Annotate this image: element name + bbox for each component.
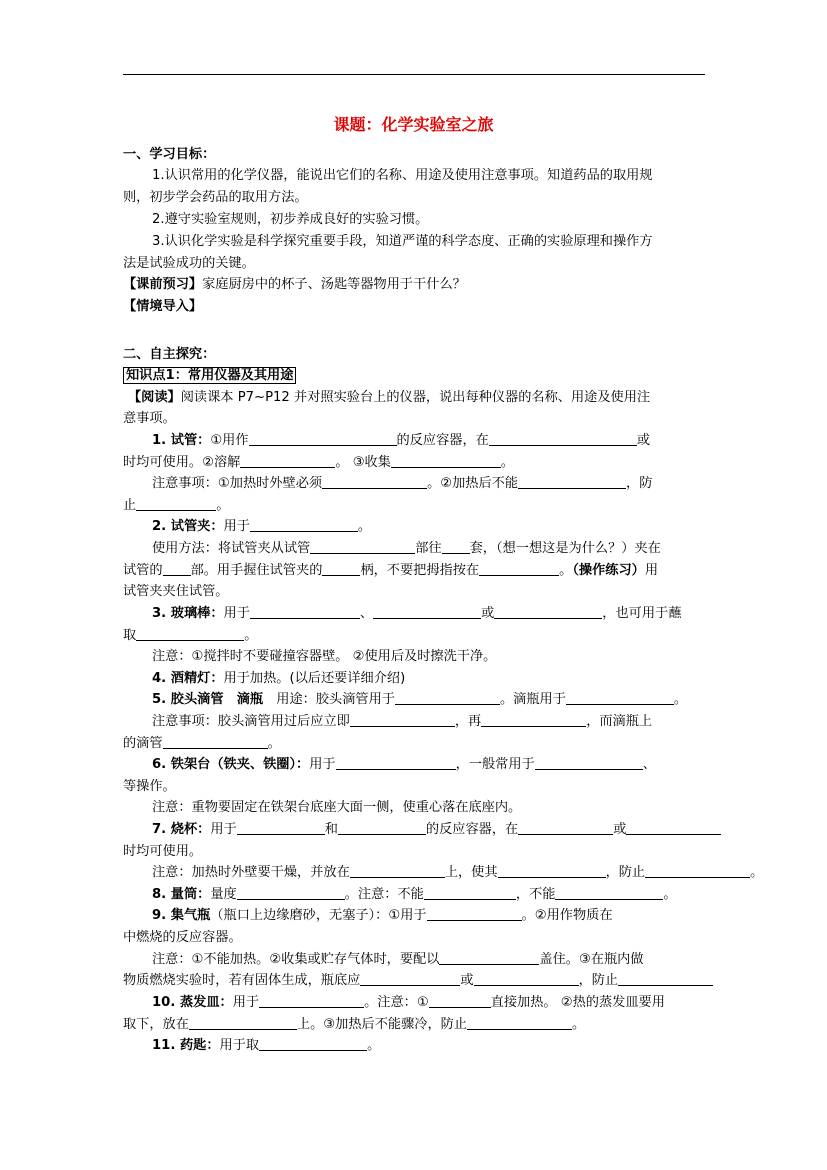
read-line-2: 意事项。 (123, 411, 176, 426)
item-text: 注意事项：胶头滴管用过后应立即 (152, 714, 350, 729)
blank[interactable] (518, 475, 626, 489)
blank[interactable] (555, 886, 663, 900)
blank[interactable] (259, 994, 364, 1008)
blank[interactable] (322, 562, 360, 576)
item-text: 套，（想一想这是为什么？）夹在 (469, 541, 661, 556)
blank[interactable] (566, 691, 674, 705)
item-7-line-3 (152, 864, 763, 882)
item-text: 。 (572, 1017, 586, 1032)
item-7-line-2: 时均可使用。 (123, 844, 203, 859)
section-1-heading: 一、学习目标： (123, 147, 216, 162)
goal-1-line-1: 1.认识常用的化学仪器，能说出它们的名称、用途及使用注意事项。知道药品的取用规 (152, 168, 653, 183)
item-10-line-2 (123, 1016, 585, 1034)
item-1-line-1 (152, 432, 650, 450)
preview-text: 家庭厨房中的杯子、汤匙等器物用于干什么？ (202, 277, 466, 292)
item-text: 柄，不要把拇指按在 (360, 563, 480, 578)
item-5-line-3 (123, 735, 281, 753)
blank[interactable] (136, 627, 244, 641)
item-text: ，不能 (515, 887, 556, 902)
item-text: 用于 (309, 757, 336, 772)
blank[interactable] (395, 691, 500, 705)
blank[interactable] (498, 864, 606, 878)
item-text: 。 (244, 628, 258, 643)
item-text: 。 (216, 498, 230, 513)
item-10-line-1 (152, 994, 665, 1012)
item-1-line-3 (152, 475, 652, 493)
iron-stand-label: 6. 铁架台（铁夹、铁圈）： (152, 757, 310, 772)
preview-label: 【课前预习】 (123, 277, 203, 292)
item-text: 或 (460, 973, 474, 988)
item-text: 使用方法：将试管夹从试管 (152, 541, 311, 556)
item-11-line-1 (152, 1037, 380, 1055)
blank[interactable] (350, 713, 455, 727)
blank[interactable] (467, 1016, 572, 1030)
item-text: 。注意：不能 (344, 887, 424, 902)
item-text: 或 (481, 606, 495, 621)
item-text: 。②加热后不能 (427, 476, 519, 491)
read-label: 【阅读】 (128, 390, 181, 405)
blank[interactable] (518, 821, 613, 835)
evaporating-dish-label: 10. 蒸发皿： (152, 995, 233, 1010)
item-7-line-1 (152, 821, 721, 839)
item-5-line-2 (152, 713, 652, 731)
blank[interactable] (259, 1037, 367, 1051)
blank[interactable] (479, 562, 559, 576)
item-text: 用于取 (219, 1038, 260, 1053)
item-text: 取下，放在 (123, 1017, 189, 1032)
item-text: 用于 (223, 606, 250, 621)
item-6-line-2: 等操作。 (123, 779, 176, 794)
item-text: ，一般常用于 (455, 757, 535, 772)
item-9-line-1 (152, 907, 613, 925)
item-text: 。 (367, 1038, 381, 1053)
alcohol-lamp-label: 4. 酒精灯： (152, 671, 224, 686)
goal-3-line-2: 法是试验成功的关键。 (123, 256, 255, 271)
blank[interactable] (240, 454, 335, 468)
item-text: 。 (500, 455, 515, 470)
item-text: 部往 (415, 541, 442, 556)
blank[interactable] (250, 605, 360, 619)
spatula-label: 11. 药匙： (152, 1038, 220, 1053)
blank[interactable] (429, 994, 491, 1008)
item-text: ，防 (626, 476, 653, 491)
item-5-line-1 (152, 691, 687, 709)
item-text: 。滴瓶用于 (499, 692, 566, 707)
blank[interactable] (373, 605, 481, 619)
item-text: 试管的 (123, 563, 163, 578)
tube-holder-label: 2. 试管夹： (152, 519, 224, 534)
beaker-label: 7. 烧杯： (152, 822, 211, 837)
page-title: 课题：化学实验室之旅 (333, 115, 494, 134)
blank[interactable] (439, 951, 539, 965)
read-line-1 (128, 389, 650, 407)
item-text: 。 (673, 692, 688, 707)
blank[interactable] (481, 713, 586, 727)
item-9-line-4 (123, 972, 713, 990)
knowledge-point-1 (123, 367, 296, 385)
item-text: 上，使其 (444, 865, 498, 880)
item-text: 。 ③收集 (335, 455, 391, 470)
item-text: 止 (123, 498, 137, 513)
item-text: 用于加热。(以后还要详细介绍) (223, 671, 406, 686)
item-text: 。 (357, 519, 372, 534)
item-text: 用于 (210, 822, 237, 837)
item-text: ，也可用于蘸 (602, 606, 682, 621)
blank[interactable] (237, 821, 325, 835)
graduated-cylinder-label: 8. 量筒： (152, 887, 211, 902)
item-text: 。 (663, 887, 677, 902)
test-tube-label: 1. 试管： (152, 433, 211, 448)
item-text: 和 (324, 822, 338, 837)
item-text: 或 (613, 822, 627, 837)
blank[interactable] (136, 497, 216, 511)
dropper-label: 5. 胶头滴管 滴瓶 (152, 692, 264, 707)
item-text: 注意：①不能加热。②收集或贮存气体时，要配以 (152, 952, 440, 967)
preview-line (123, 276, 466, 294)
goal-2: 2.遵守实验室规则，初步养成良好的实验习惯。 (152, 212, 429, 227)
item-text: 部。用手握住试管夹的 (190, 563, 323, 578)
item-text: 的反应容器，在 (396, 433, 489, 448)
blank[interactable] (338, 821, 426, 835)
item-text: 或 (636, 433, 651, 448)
operation-practice-label: （操作练习） (572, 563, 645, 578)
item-text: 。 (750, 865, 764, 880)
item-text: 、 (642, 757, 656, 772)
blank[interactable] (427, 907, 522, 921)
blank[interactable] (424, 886, 516, 900)
item-text: 、 (359, 606, 374, 621)
item-text: ，再 (454, 714, 482, 729)
intro-label: 【情境导入】 (123, 299, 203, 314)
blank[interactable] (360, 972, 460, 986)
item-text: 直接加热。 ②热的蒸发皿要用 (490, 995, 665, 1010)
item-2-line-2 (152, 540, 661, 558)
item-text: 。 (267, 736, 281, 751)
item-2-line-3 (123, 562, 658, 580)
blank[interactable] (618, 972, 713, 986)
blank[interactable] (163, 735, 268, 749)
item-9-line-3 (152, 951, 644, 969)
blank[interactable] (645, 864, 750, 878)
item-text: （瓶口上边缘磨砂，无塞子）：①用于 (210, 908, 427, 923)
blank[interactable] (442, 540, 470, 554)
item-text: 。 (559, 563, 573, 578)
item-text: 。注意：① (364, 995, 429, 1010)
blank[interactable] (391, 454, 501, 468)
item-3-line-2 (123, 627, 257, 645)
item-text: ，而滴瓶上 (586, 714, 653, 729)
header-rule (123, 74, 705, 75)
item-text: 的反应容器，在 (425, 822, 519, 837)
goal-3-line-1: 3.认识化学实验是科学探究重要手段，知道严谨的科学态度、正确的实验原理和操作方 (152, 234, 653, 249)
item-text: 的滴管 (123, 736, 163, 751)
item-6-line-1 (152, 756, 656, 774)
item-8-line-1 (152, 886, 677, 904)
blank[interactable] (350, 864, 445, 878)
item-text: 注意：加热时外壁要干燥，并放在 (152, 865, 350, 880)
knowledge-point-1-box: 知识点1：常用仪器及其用途 (123, 367, 296, 384)
item-6-line-3: 注意：重物要固定在铁架台底座大面一侧，使重心落在底座内。 (152, 800, 522, 815)
item-text: 盖住。③在瓶内做 (539, 952, 644, 967)
item-text: 注意事项：①加热时外壁必须 (152, 476, 323, 491)
item-text: 取 (123, 628, 137, 643)
section-2-heading: 二、自主探究： (123, 347, 216, 362)
blank[interactable] (494, 605, 602, 619)
blank[interactable] (322, 475, 427, 489)
blank[interactable] (310, 540, 415, 554)
item-text: 用 (644, 563, 659, 578)
item-text: 物质燃烧实验时，若有固体生成，瓶底应 (123, 973, 361, 988)
item-text: 用于 (223, 519, 250, 534)
blank[interactable] (250, 518, 358, 532)
blank[interactable] (474, 972, 579, 986)
blank[interactable] (336, 756, 456, 770)
blank[interactable] (237, 886, 345, 900)
item-3-line-1 (152, 605, 681, 623)
goal-1-line-2: 则，初步学会药品的取用方法。 (123, 190, 308, 205)
blank[interactable] (189, 1016, 297, 1030)
blank[interactable] (626, 821, 721, 835)
item-text: 上。③加热后不能骤冷，防止 (296, 1017, 468, 1032)
item-2-line-4: 试管夹夹住试管。 (123, 584, 229, 599)
item-text: 。②用作物质在 (521, 908, 613, 923)
item-text: ，防止 (605, 865, 646, 880)
blank[interactable] (489, 432, 637, 446)
item-3-line-3: 注意：①搅拌时不要碰撞容器壁。 ②使用后及时擦洗干净。 (152, 649, 497, 664)
blank[interactable] (535, 756, 643, 770)
glass-rod-label: 3. 玻璃棒： (152, 606, 224, 621)
gas-jar-label: 9. 集气瓶 (152, 908, 211, 923)
read-text-1: 阅读课本 P7~P12 并对照实验台上的仪器，说出每种仪器的名称、用途及使用注 (180, 390, 651, 405)
item-9-line-2: 中燃烧的反应容器。 (123, 930, 242, 945)
item-text: 用途：胶头滴管用于 (263, 692, 395, 707)
item-text: 时均可使用。②溶解 (123, 455, 241, 470)
item-text: ①用作 (210, 433, 249, 448)
item-text: ，防止 (578, 973, 619, 988)
blank[interactable] (249, 432, 397, 446)
item-4-line-1 (152, 670, 405, 688)
blank[interactable] (163, 562, 191, 576)
item-2-line-1 (152, 518, 371, 536)
item-text: 用于 (232, 995, 260, 1010)
item-text: 量度 (210, 887, 237, 902)
item-1-line-2 (123, 454, 514, 472)
item-1-line-4 (123, 497, 229, 515)
